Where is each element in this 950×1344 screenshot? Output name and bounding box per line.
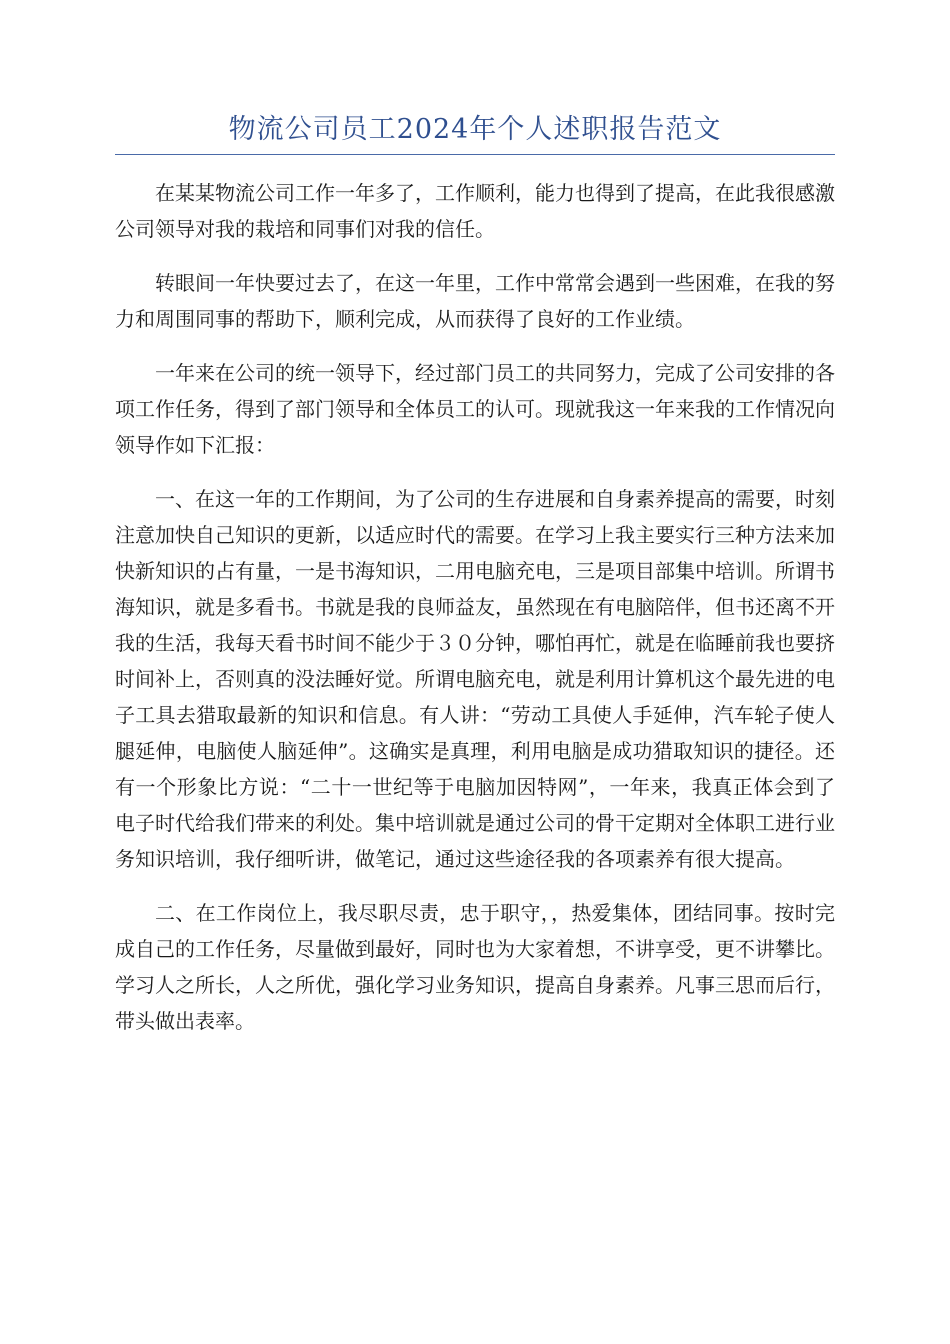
paragraph-4: 一、在这一年的工作期间，为了公司的生存进展和自身素养提高的需要，时刻注意加快自己知识的更新，以适应时代的需要。在学习上我主要实行三种方法来加快新知识的占有量，一是书海知识，二用电脑充电，三是项目部集中培训。所谓书海知识，就是多看书。书就是我的良师益友，虽然现在有电脑陪伴，但书还离不开我的生活，我每天看书时间不能少于３０分钟，哪怕再忙，就是在临睡前我也要挤时间补上，否则真的没法睡好觉。所谓电脑充电，就是利用计算机这个最先进的电子工具去猎取最新的知识和信息。有人讲：“劳动工具使人手延伸，汽车轮子使人腿延伸，电脑使人脑延伸”。这确实是真理，利用电脑是成功猎取知识的捷径。还有一个形象比方说：“二十一世纪等于电脑加因特网”，一年来，我真正体会到了电子时代给我们带来的利处。集中培训就是通过公司的骨干定期对全体职工进行业务知识培训，我仔细听讲，做笔记，通过这些途径我的各项素养有很大提高。 — [115, 487, 835, 871]
paragraph-3: 一年来在公司的统一领导下，经过部门员工的共同努力，完成了公司安排的各项工作任务，得到了部门领导和全体员工的认可。现就我这一年来我的工作情况向领导作如下汇报： — [115, 361, 835, 457]
document-body — [115, 175, 835, 1039]
paragraph-1: 在某某物流公司工作一年多了，工作顺利，能力也得到了提高，在此我很感激公司领导对我的栽培和同事们对我的信任。 — [115, 181, 835, 241]
page-title: 物流公司员工2024年个人述职报告范文 — [115, 110, 835, 155]
paragraph-5: 二、在工作岗位上，我尽职尽责，忠于职守，，热爱集体，团结同事。按时完成自己的工作任务，尽量做到最好，同时也为大家着想，不讲享受，更不讲攀比。学习人之所长，人之所优，强化学习业务知识，提高自身素养。凡事三思而后行，带头做出表率。 — [115, 901, 835, 1033]
document-page — [115, 110, 835, 1057]
paragraph-2: 转眼间一年快要过去了，在这一年里，工作中常常会遇到一些困难，在我的努力和周围同事的帮助下，顺利完成，从而获得了良好的工作业绩。 — [115, 271, 835, 331]
